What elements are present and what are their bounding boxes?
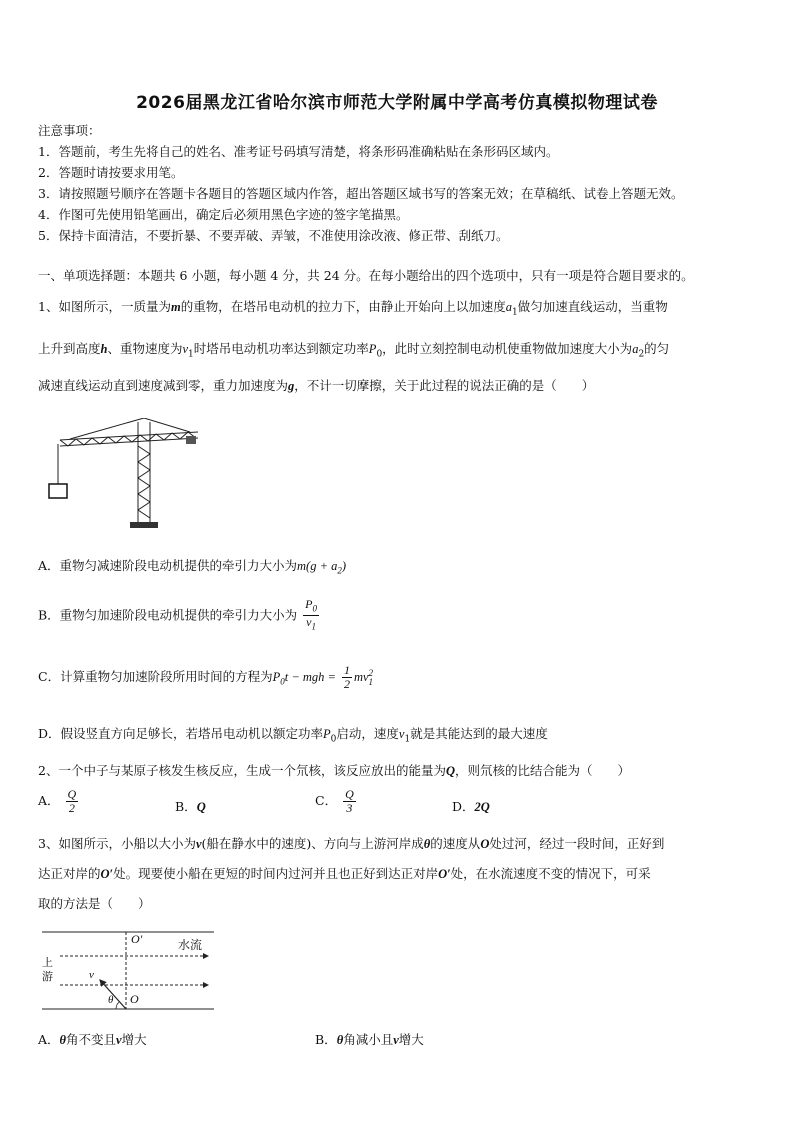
- var-v: v: [116, 1033, 122, 1047]
- den: 2: [343, 677, 350, 691]
- text: A．: [38, 793, 60, 808]
- question-3-line-1: [38, 834, 664, 852]
- text: 达正对岸的: [38, 866, 101, 881]
- var-o-prime: O′: [100, 867, 114, 881]
- text: 、重物速度为: [107, 341, 183, 356]
- fraction-q-2: [66, 788, 79, 815]
- var-m: m: [170, 300, 181, 314]
- option-2c: [315, 788, 358, 815]
- option-1d: [38, 724, 548, 745]
- var-v1: v: [398, 727, 405, 741]
- text: 角减小且: [343, 1032, 394, 1047]
- num: 1: [343, 663, 350, 677]
- figure-label-v: v: [89, 969, 94, 981]
- option-2b: [175, 797, 206, 815]
- formula: t − mgh =: [284, 670, 336, 684]
- var-theta: θ: [59, 1033, 67, 1047]
- figure-label-flow: 水流: [178, 938, 203, 952]
- text: 增大: [121, 1032, 147, 1047]
- text: 处过河，经过一段时间，正好到: [489, 836, 665, 851]
- figure-label-stream: 游: [42, 970, 53, 983]
- text: 1、如图所示，一质量为: [38, 299, 171, 314]
- formula: mv: [353, 670, 369, 684]
- notice-item: 1．答题前，考生先将自己的姓名、准考证号码填写清楚，将条形码准确粘贴在条形码区域内。: [38, 144, 559, 159]
- value: 2Q: [474, 800, 490, 814]
- sub: 1: [311, 621, 316, 632]
- figure-label-o-prime: O′: [131, 932, 143, 946]
- text: C．计算重物匀加速阶段所用时间的方程为: [38, 669, 273, 684]
- text: ，此时立刻控制电动机使重物做加速度大小为: [382, 341, 633, 356]
- option-3a: [38, 1030, 147, 1048]
- question-3-line-3: 取的方法是（ ）: [38, 896, 151, 911]
- notice-item: 3．请按照题号顺序在答题卡各题目的答题区域内作答，超出答题区域书写的答案无效；在草稿纸、试卷上答题无效。: [38, 186, 684, 201]
- text: 2、一个中子与某原子核发生核反应，生成一个氘核，该反应放出的能量为: [38, 763, 446, 778]
- section-heading: 一、单项选择题：本题共 6 小题，每小题 4 分，共 24 分。在每小题给出的四个选项中，只有一项是符合题目要求的。: [38, 268, 694, 283]
- text: 处，在水流速度不变的情况下，可采: [450, 866, 651, 881]
- sub: 1: [188, 349, 194, 360]
- text: 减速直线运动直到速度减到零，重力加速度为: [38, 378, 289, 393]
- fraction-p0-v1: [303, 598, 319, 634]
- question-2-stem: [38, 761, 630, 779]
- den: v: [306, 615, 312, 630]
- var-theta: θ: [423, 837, 431, 851]
- question-1-line-3: [38, 376, 594, 394]
- sub: 1: [404, 734, 411, 745]
- option-2a: [38, 788, 80, 815]
- sub: 0: [312, 603, 318, 614]
- text: 增大: [398, 1032, 424, 1047]
- option-3b: [315, 1030, 424, 1048]
- text: 上升到高度: [38, 341, 101, 356]
- fraction-q-3: [343, 788, 356, 815]
- var-p0: P: [368, 342, 377, 356]
- text: C．: [315, 793, 338, 808]
- text: 角不变且: [66, 1032, 117, 1047]
- figure-label-o: O: [130, 992, 139, 1006]
- value: Q: [196, 800, 206, 814]
- var-v: v: [195, 837, 202, 851]
- num: Q: [345, 787, 354, 801]
- var-h: h: [100, 342, 108, 356]
- sub: 2: [638, 349, 645, 360]
- text: D．假设竖直方向足够长，若塔吊电动机以额定功率: [38, 726, 324, 741]
- var-theta: θ: [336, 1033, 344, 1047]
- notice-heading: 注意事项：: [38, 123, 101, 138]
- sup: 2: [368, 667, 374, 678]
- var-q: Q: [445, 764, 455, 778]
- sub: 0: [330, 734, 337, 745]
- sub: 0: [376, 349, 383, 360]
- sub: 1: [511, 307, 518, 318]
- sub: 0: [280, 676, 285, 687]
- den: 2: [68, 801, 75, 815]
- text: 启动，速度: [336, 726, 399, 741]
- sub: 2: [337, 565, 342, 576]
- question-1-line-2: [38, 339, 669, 360]
- question-3-line-2: [38, 864, 651, 882]
- question-1-line-1: [38, 297, 668, 318]
- num: P: [305, 597, 313, 611]
- den: 3: [346, 801, 353, 815]
- text: ，不计一切摩擦，关于此过程的说法正确的是（ ）: [294, 378, 595, 393]
- text: D．: [452, 799, 475, 814]
- text: 时塔吊电动机功率达到额定功率: [193, 341, 369, 356]
- var-a2: a: [632, 342, 639, 356]
- fraction-half: [342, 664, 352, 691]
- tower-crane-figure: [40, 418, 200, 530]
- text: A．: [38, 1032, 60, 1047]
- text: ，则氘核的比结合能为（ ）: [455, 763, 631, 778]
- text: B．重物匀加速阶段电动机提供的牵引力大小为: [38, 607, 298, 623]
- page-title: 2026届黑龙江省哈尔滨市师范大学附属中学高考仿真模拟物理试卷: [136, 93, 658, 113]
- var-o-prime: O′: [438, 867, 451, 881]
- var-a1: a: [505, 300, 512, 314]
- num: Q: [67, 787, 77, 801]
- sub: 1: [368, 676, 374, 687]
- var-v1: v: [182, 342, 189, 356]
- text: 做匀加速直线运动，当重物: [517, 299, 668, 314]
- option-1b: [38, 598, 321, 634]
- notice-item: 5．保持卡面清洁，不要折暴、不要弄破、弄皱，不准使用涂改液、修正带、刮纸刀。: [38, 228, 509, 243]
- notice-item: 2．答题时请按要求用笔。: [38, 165, 184, 180]
- text: B．: [315, 1032, 337, 1047]
- option-2d: [452, 797, 490, 815]
- text: (船在静水中的速度)、方向与上游河岸成: [201, 836, 424, 851]
- text: 的重物，在塔吊电动机的拉力下，由静止开始向上以加速度: [180, 299, 506, 314]
- formula: P: [272, 670, 281, 684]
- option-1a: [38, 556, 346, 576]
- formula: ): [341, 559, 347, 573]
- var-o: O: [480, 837, 490, 851]
- text: 3、如图所示，小船以大小为: [38, 836, 196, 851]
- figure-label-up: 上: [42, 956, 53, 969]
- var-g: g: [288, 379, 295, 393]
- text: A．重物匀减速阶段电动机提供的牵引力大小为: [38, 558, 298, 573]
- var-p0: P: [323, 727, 331, 741]
- figure-label-theta: θ: [108, 994, 114, 1006]
- text: 的匀: [644, 341, 670, 356]
- option-1c: [38, 664, 373, 691]
- var-v: v: [393, 1033, 399, 1047]
- text: B．: [175, 799, 197, 814]
- formula: m(g + a: [297, 559, 338, 573]
- text: 的速度从: [430, 836, 481, 851]
- text: 处。现要使小船在更短的时间内过河并且也正好到达正对岸: [113, 866, 439, 881]
- text: 就是其能达到的最大速度: [410, 726, 548, 741]
- notice-item: 4．作图可先使用铅笔画出，确定后必须用黑色字迹的签字笔描黑。: [38, 207, 409, 222]
